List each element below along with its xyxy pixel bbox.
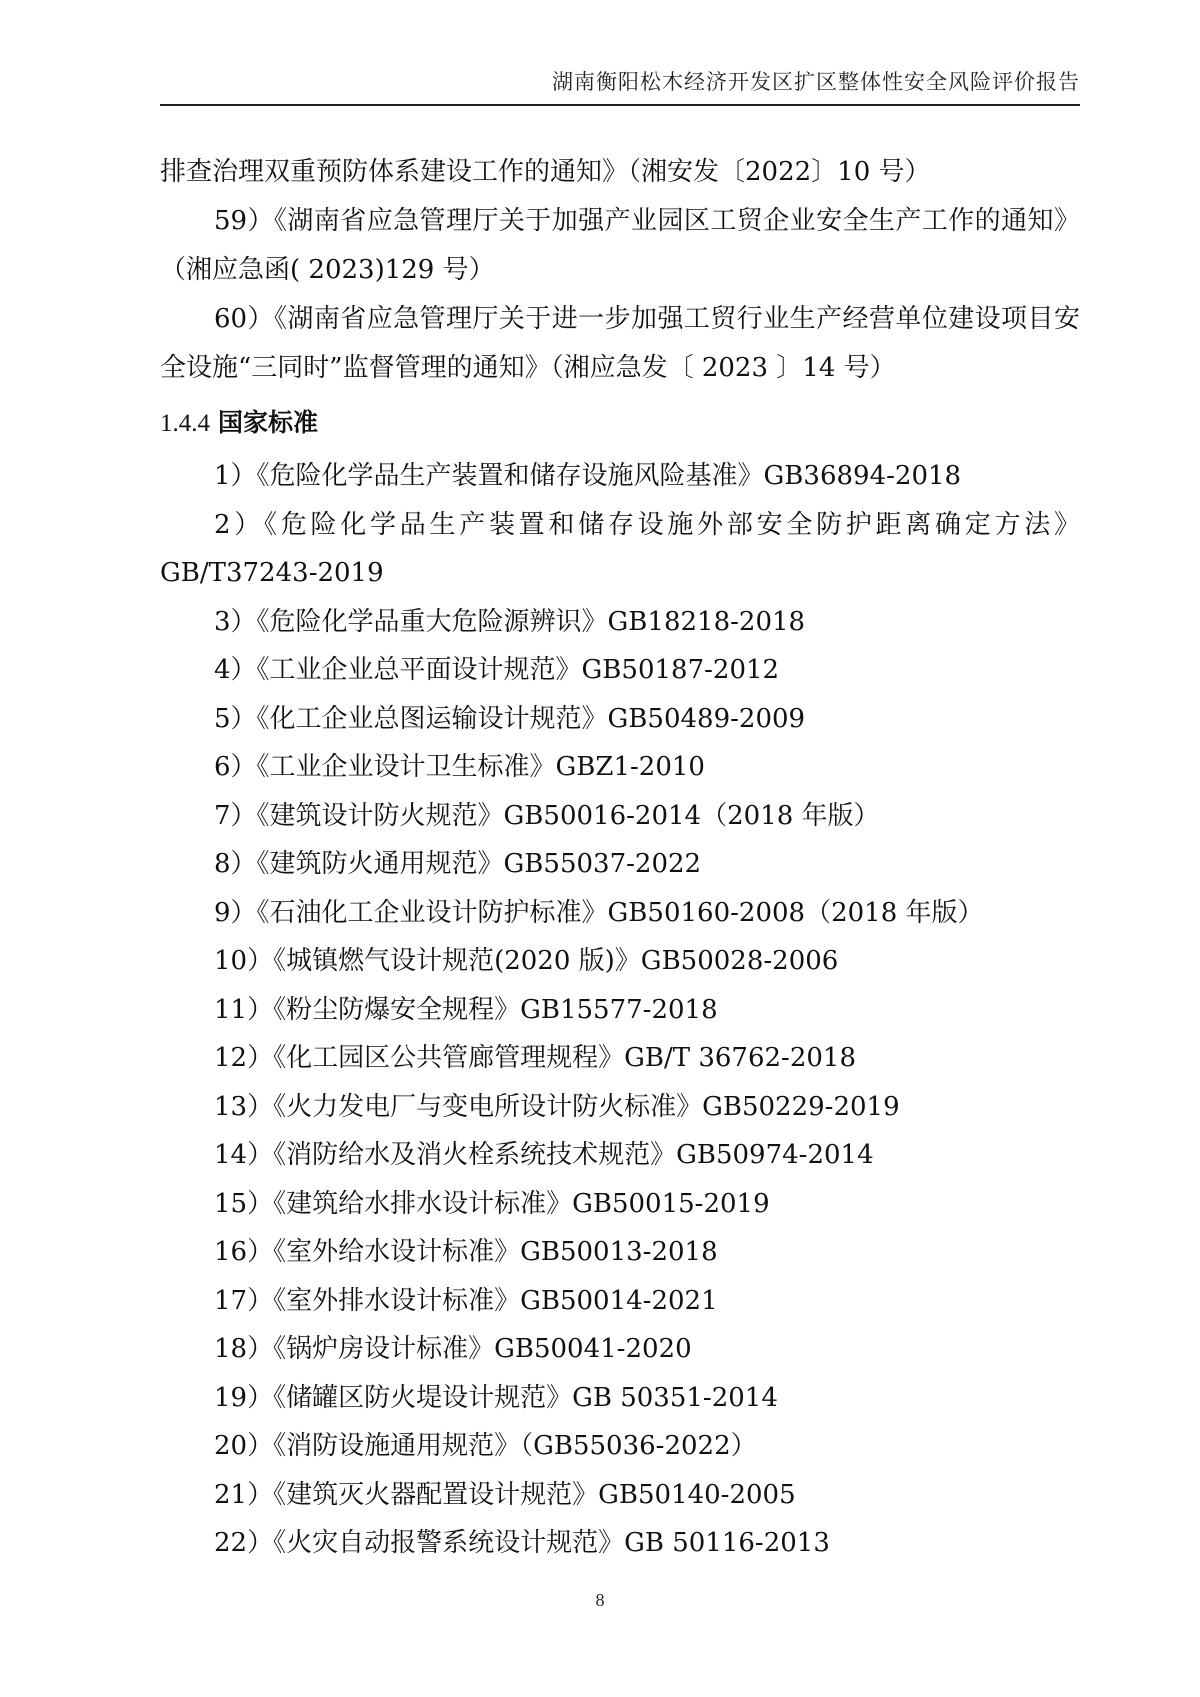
- list-item: 4）《工业企业总平面设计规范》GB50187-2012: [214, 655, 780, 685]
- list-item: 19）《储罐区防火堤设计规范》GB 50351-2014: [214, 1382, 778, 1413]
- list-item: 13）《火力发电厂与变电所设计防火标准》GB50229-2019: [214, 1091, 900, 1122]
- page-body: [160, 148, 1080, 1568]
- list-item: 18）《锅炉房设计标准》GB50041-2020: [214, 1334, 692, 1364]
- section-number: 1.4.4: [160, 410, 210, 437]
- list-item: 15）《建筑给水排水设计标准》GB50015-2019: [214, 1188, 770, 1219]
- paragraph-continuation: 排查治理双重预防体系建设工作的通知》（湘安发〔2022〕10 号）: [160, 157, 931, 187]
- list-item: 1）《危险化学品生产装置和储存设施风险基准》GB36894-2018: [214, 461, 962, 491]
- list-item: 20）《消防设施通用规范》（GB55036-2022）: [214, 1431, 757, 1461]
- list-item: 21）《建筑灭火器配置设计规范》GB50140-2005: [214, 1479, 796, 1510]
- list-item: 5）《化工企业总图运输设计规范》GB50489-2009: [214, 703, 806, 734]
- header-divider: [160, 104, 1080, 106]
- section-heading: [160, 403, 1080, 444]
- list-item: 14）《消防给水及消火栓系统技术规范》GB50974-2014: [214, 1140, 874, 1170]
- list-item: 10）《城镇燃气设计规范(2020 版)》GB50028-2006: [214, 946, 839, 976]
- list-item: 12）《化工园区公共管廊管理规程》GB/T 36762-2018: [214, 1043, 856, 1073]
- list-item: 16）《室外给水设计标准》GB50013-2018: [214, 1237, 718, 1267]
- running-header: 湖南衡阳松木经济开发区扩区整体性安全风险评价报告: [552, 70, 1080, 94]
- list-item: 3）《危险化学品重大危险源辨识》GB18218-2018: [214, 606, 806, 637]
- list-item: 11）《粉尘防爆安全规程》GB15577-2018: [214, 994, 718, 1025]
- list-item: 7）《建筑设计防火规范》GB50016-2014（2018 年版）: [214, 800, 880, 831]
- page-number: 8: [595, 1590, 605, 1610]
- standards-list: [160, 452, 1080, 1568]
- list-item: 8）《建筑防火通用规范》GB55037-2022: [214, 849, 702, 879]
- paragraph-item-60: 60）《湖南省应急管理厅关于进一步加强工贸行业生产经营单位建设项目安全设施“三同时”监督管理的通知》（湘应急发〔 2023 〕14 号）: [160, 304, 1080, 383]
- list-item: 17）《室外排水设计标准》GB50014-2021: [214, 1285, 718, 1316]
- list-item: 22）《火灾自动报警系统设计规范》GB 50116-2013: [214, 1528, 830, 1558]
- list-item: 9）《石油化工企业设计防护标准》GB50160-2008（2018 年版）: [214, 897, 984, 928]
- section-title: 国家标准: [217, 408, 318, 437]
- list-item: 6）《工业企业设计卫生标准》GBZ1-2010: [214, 752, 705, 782]
- paragraph-item-59: 59）《湖南省应急管理厅关于加强产业园区工贸企业安全生产工作的通知》（湘应急函( 2023)129 号）: [160, 206, 1080, 285]
- list-item: 2）《危险化学品生产装置和储存设施外部安全防护距离确定方法》GB/T37243-2019: [160, 509, 1080, 588]
